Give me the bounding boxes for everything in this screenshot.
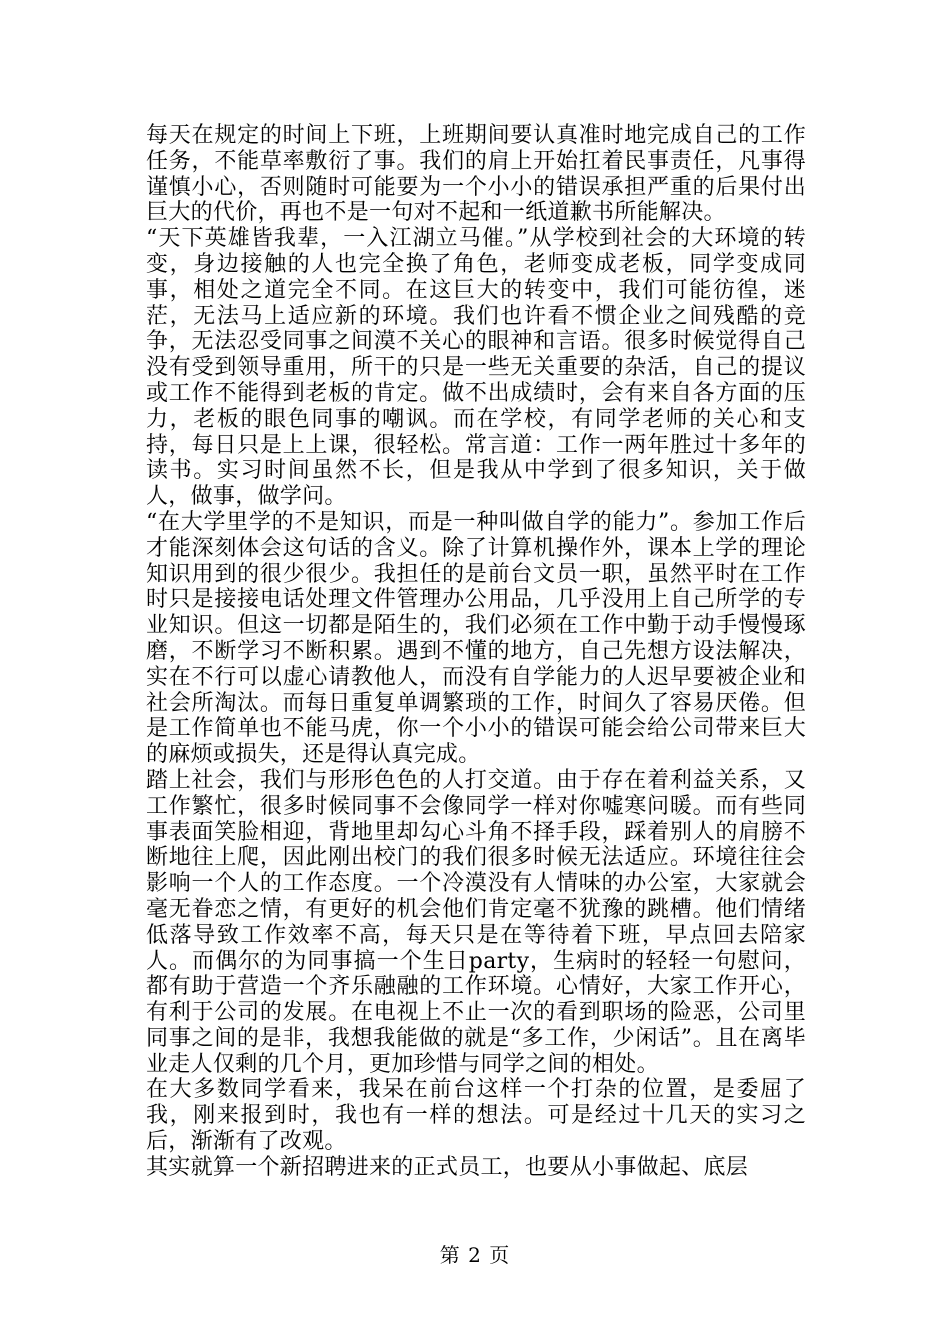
paragraph: “天下英雄皆我辈，一入江湖立马催。”从学校到社会的大环境的转变，身边接触的人也完全换了角色，老师变成老板，同学变成同事，相处之道完全不同。在这巨大的转变中，我们可能彷徨，迷茫，无法马上适应新的环境。我们也许看不惯企业之间残酷的竞争，无法忍受同事之间漠不关心的眼神和言语。很多时候觉得自己没有受到领导重用，所干的只是一些无关重要的杂活，自己的提议或工作不能得到老板的肯定。做不出成绩时，会有来自各方面的压力，老板的眼色同事的嘲讽。而在学校，有同学老师的关心和支持，每日只是上上课，很轻松。常言道：工作一两年胜过十多年的读书。实习时间虽然不长，但是我从中学到了很多知识，关于做人，做事，做学问。 bbox=[146, 226, 806, 510]
paragraph: 在大多数同学看来，我呆在前台这样一个打杂的位置，是委屈了我，刚来报到时，我也有一样的想法。可是经过十几天的实习之后，渐渐有了改观。 bbox=[146, 1077, 806, 1155]
paragraph: 踏上社会，我们与形形色色的人打交道。由于存在着利益关系，又工作繁忙，很多时候同事不会像同学一样对你嘘寒问暖。而有些同事表面笑脸相迎，背地里却勾心斗角不择手段，踩着别人的肩膀不断地往上爬，因此刚出校门的我们很多时候无法适应。环境往往会影响一个人的工作态度。一个冷漠没有人情味的办公室，大家就会毫无眷恋之情，有更好的机会他们肯定毫不犹豫的跳槽。他们情绪低落导致工作效率不高，每天只是在等待着下班，早点回去陪家人。而偶尔的为同事搞一个生日party，生病时的轻轻一句慰问，都有助于营造一个齐乐融融的工作环境。心情好，大家工作开心，有利于公司的发展。在电视上不止一次的看到职场的险恶，公司里同事之间的是非，我想我能做的就是“多工作，少闲话”。且在离毕业走人仅剩的几个月，更加珍惜与同学之间的相处。 bbox=[146, 767, 806, 1077]
page-number: 第 2 页 bbox=[439, 1243, 511, 1267]
document-body bbox=[146, 123, 806, 1181]
paragraph: 其实就算一个新招聘进来的正式员工，也要从小事做起、底层 bbox=[146, 1154, 749, 1180]
paragraph: “在大学里学的不是知识，而是一种叫做自学的能力”。参加工作后才能深刻体会这句话的含义。除了计算机操作外，课本上学的理论知识用到的很少很少。我担任的是前台文员一职，虽然平时在工作时只是接接电话处理文件管理办公用品，几乎没用上自己所学的专业知识。但这一切都是陌生的，我们必须在工作中勤于动手慢慢琢磨，不断学习不断积累。遇到不懂的地方，自己先想方设法解决，实在不行可以虚心请教他人，而没有自学能力的人迟早要被企业和社会所淘汰。而每日重复单调繁琐的工作，时间久了容易厌倦。但是工作简单也不能马虎，你一个小小的错误可能会给公司带来巨大的麻烦或损失，还是得认真完成。 bbox=[146, 509, 806, 768]
paragraph: 每天在规定的时间上下班，上班期间要认真准时地完成自己的工作任务，不能草率敷衍了事。我们的肩上开始扛着民事责任，凡事得谨慎小心，否则随时可能要为一个小小的错误承担严重的后果付出巨大的代价，再也不是一句对不起和一纸道歉书所能解决。 bbox=[146, 123, 806, 226]
